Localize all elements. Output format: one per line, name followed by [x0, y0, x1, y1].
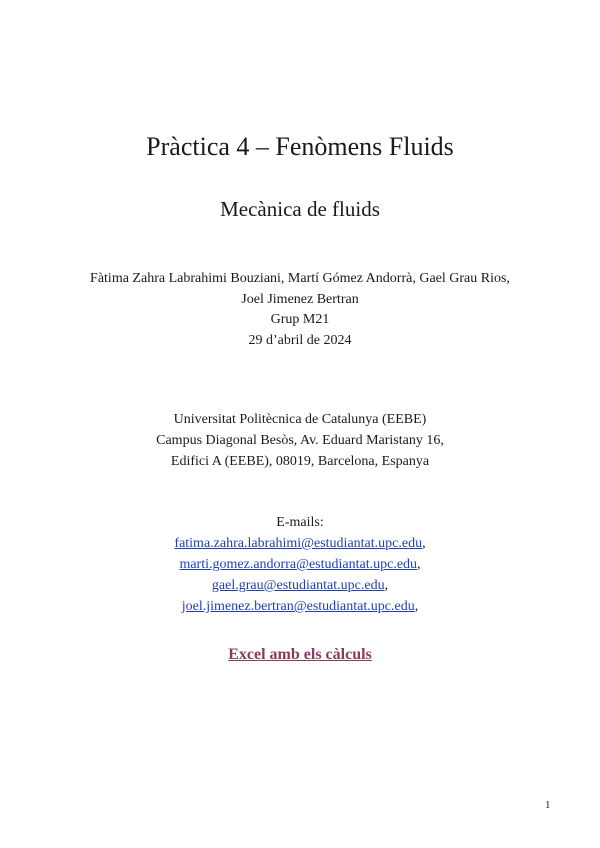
affiliation-line: Edifici A (EEBE), 08019, Barcelona, Espanya [170, 454, 430, 469]
email-separator: , [384, 578, 389, 593]
email-separator: , [414, 599, 419, 614]
affiliation-line: Universitat Politècnica de Catalunya (EEBE) [173, 412, 427, 427]
email-entry [0, 596, 600, 617]
excel-link[interactable]: Excel amb els càlculs [228, 646, 372, 663]
affiliation-line: Campus Diagonal Besòs, Av. Eduard Maristany 16, [156, 433, 444, 448]
group-label: Grup M21 [270, 312, 330, 327]
email-entry [0, 554, 600, 575]
email-entry [0, 575, 600, 596]
document-date: 29 d’abril de 2024 [248, 333, 352, 348]
email-separator: , [422, 536, 426, 551]
email-link[interactable]: marti.gomez.andorra@estudiantat.upc.edu [179, 557, 418, 572]
excel-link-block [0, 645, 600, 665]
authors-list: Fàtima Zahra Labrahimi Bouziani, Martí Gómez Andorrà, Gael Grau Rios, Joel Jimenez Bertran [90, 271, 510, 307]
affiliation-block [0, 409, 600, 472]
email-link[interactable]: gael.grau@estudiantat.upc.edu [211, 578, 385, 593]
email-link[interactable]: fatima.zahra.labrahimi@estudiantat.upc.edu [174, 536, 423, 551]
email-link[interactable]: joel.jimenez.bertran@estudiantat.upc.edu [181, 599, 415, 614]
email-entry [0, 533, 600, 554]
document-subtitle: Mecànica de fluids [220, 197, 380, 221]
emails-block [0, 512, 600, 617]
emails-label: E-mails: [276, 515, 324, 530]
page-number: 1 [545, 799, 551, 811]
email-separator: , [417, 557, 421, 572]
document-title: Pràctica 4 – Fenòmens Fluids [146, 132, 454, 161]
